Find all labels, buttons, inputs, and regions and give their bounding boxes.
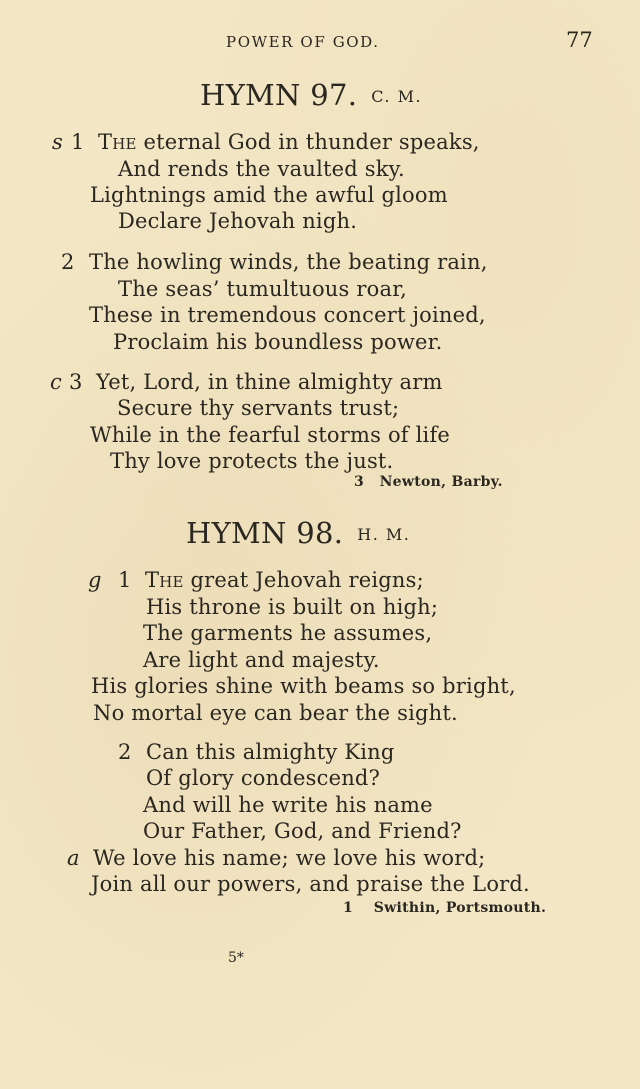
verse-line: Yet, Lord, in thine almighty arm — [96, 370, 443, 394]
verse-line: Secure thy servants trust; — [117, 396, 400, 420]
hymn-97-number: HYMN 97. — [200, 78, 358, 112]
page-number: 77 — [566, 28, 593, 52]
first-word: The — [98, 130, 137, 154]
verse-line: Join all our powers, and praise the Lord. — [91, 872, 530, 896]
verse-line: And will he write his name — [143, 793, 433, 817]
verse-line: Can this almighty King — [146, 740, 395, 764]
verse-line: The seas’ tumultuous roar, — [118, 277, 407, 301]
verse-line: We love his name; we love his word; — [93, 846, 486, 870]
verse-line: Declare Jehovah nigh. — [118, 209, 358, 233]
verse-line: No mortal eye can bear the sight. — [93, 701, 458, 725]
stanza-number: 1 — [118, 568, 132, 592]
stanza-number: 2 — [61, 250, 75, 274]
running-head: POWER OF GOD. — [226, 33, 380, 51]
signature-mark: 5* — [228, 950, 244, 966]
verse-line: The howling winds, the beating rain, — [89, 250, 488, 274]
verse-line: His throne is built on high; — [146, 595, 439, 619]
verse-line: The eternal God in thunder speaks, — [98, 130, 480, 154]
tune-attribution: 1 Swithin, Portsmouth. — [343, 900, 547, 916]
hymn-98-title — [186, 516, 410, 550]
stanza-mark: s — [52, 130, 63, 154]
hymn-97-title — [200, 78, 422, 112]
verse-line: Of glory condescend? — [146, 766, 381, 790]
stanza-mark: c — [50, 370, 62, 394]
verse-line: Our Father, God, and Friend? — [143, 819, 462, 843]
stanza-mark: g — [88, 568, 102, 592]
verse-line: While in the fearful storms of life — [90, 423, 451, 447]
tune-attribution: 3 Newton, Barby. — [354, 474, 503, 490]
stanza-number: 1 — [71, 130, 85, 154]
stanza-number: 2 — [118, 740, 132, 764]
hymn-98-number: HYMN 98. — [186, 516, 344, 550]
verse-line: The garments he assumes, — [143, 621, 433, 645]
verse-line: Thy love protects the just. — [110, 449, 394, 473]
verse-line: Proclaim his boundless power. — [113, 330, 443, 354]
verse-line: The great Jehovah reigns; — [145, 568, 424, 592]
verse-line: His glories shine with beams so bright, — [91, 674, 516, 698]
first-word: The — [145, 568, 184, 592]
verse-line: These in tremendous concert joined, — [89, 303, 486, 327]
verse-line: And rends the vaulted sky. — [118, 157, 405, 181]
verse-line: Are light and majesty. — [143, 648, 380, 672]
hymn-97-meter: C. M. — [371, 87, 423, 106]
stanza-number: 3 — [69, 370, 83, 394]
stanza-mark: a — [67, 846, 80, 870]
hymn-98-meter: H. M. — [357, 525, 411, 544]
verse-line: Lightnings amid the awful gloom — [90, 183, 448, 207]
